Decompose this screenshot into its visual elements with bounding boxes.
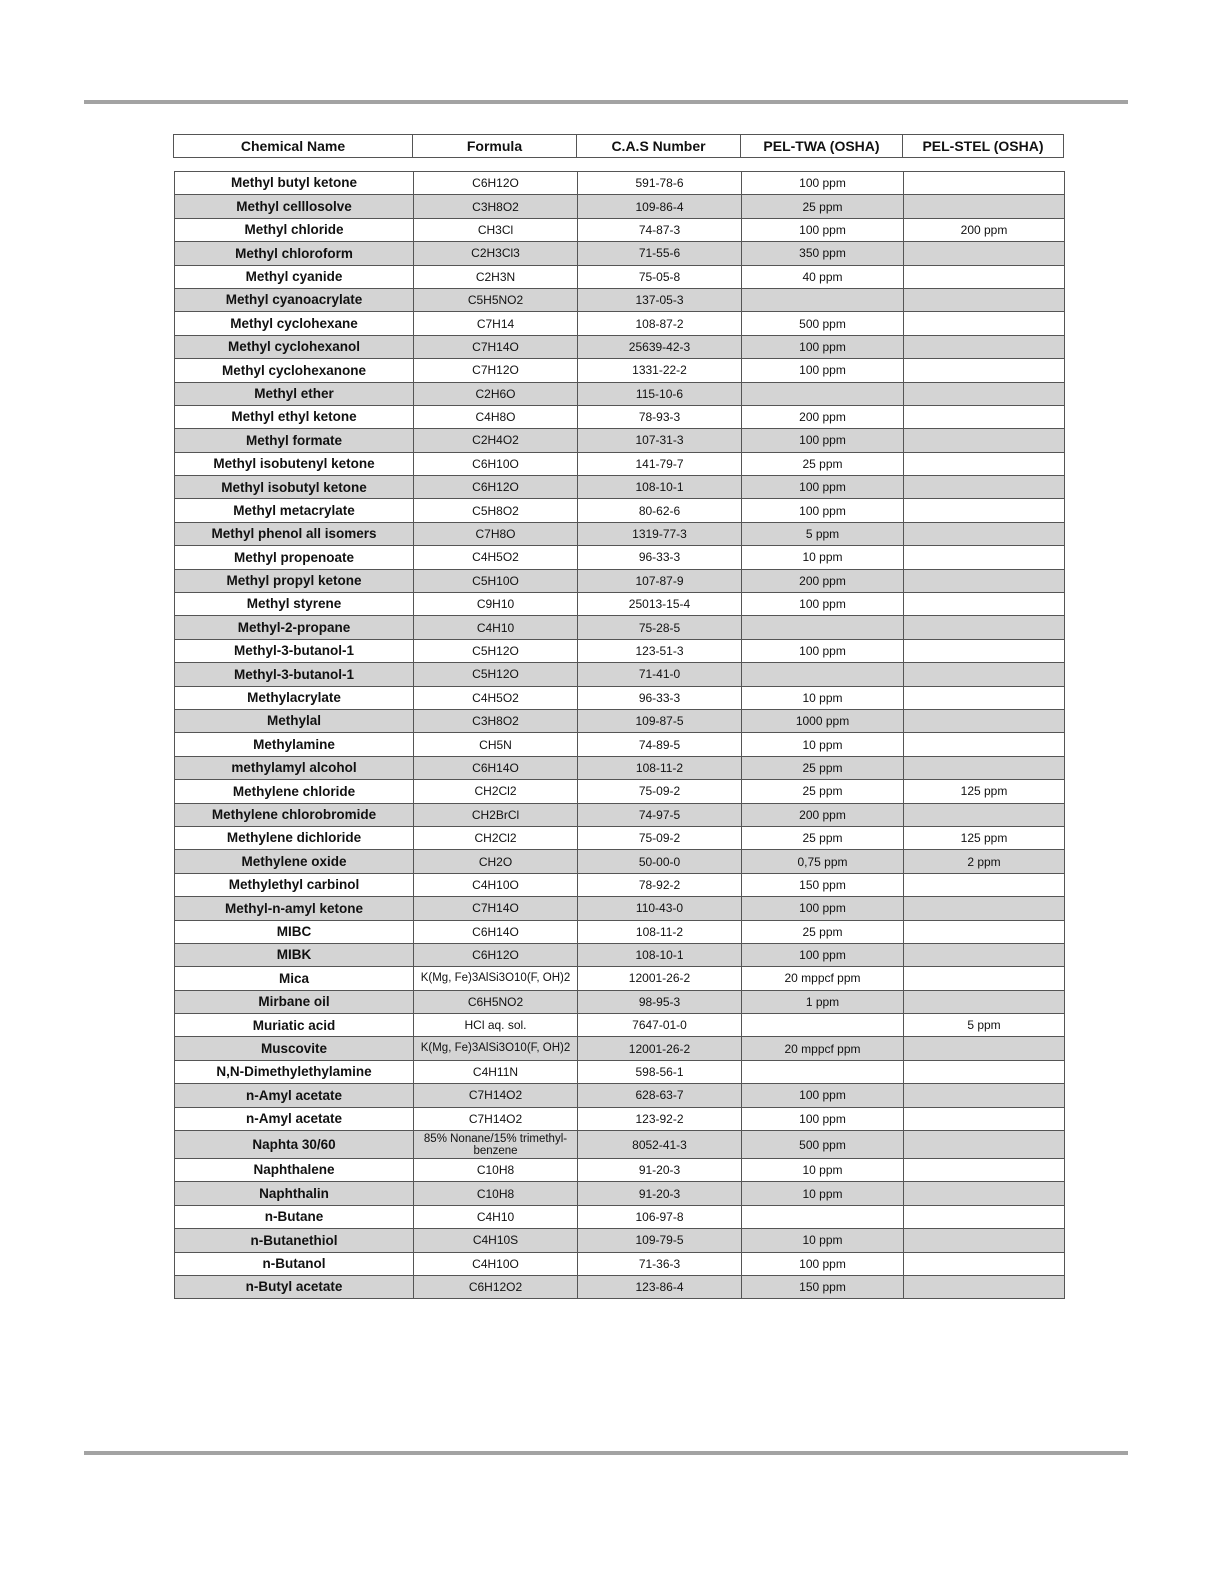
chemical-name-cell: Mirbane oil xyxy=(175,990,414,1013)
table-row xyxy=(175,1084,1065,1107)
pel-stel-cell xyxy=(904,522,1065,545)
formula-cell: C4H11N xyxy=(414,1060,578,1083)
bottom-rule xyxy=(84,1451,1128,1455)
formula-cell: C3H8O2 xyxy=(414,195,578,218)
table-row xyxy=(175,405,1065,428)
pel-stel-cell xyxy=(904,1131,1065,1159)
chemical-name-cell: Methylene chloride xyxy=(175,780,414,803)
pel-stel-cell xyxy=(904,1037,1065,1060)
cas-number-cell: 12001-26-2 xyxy=(578,967,742,990)
table-row xyxy=(175,1014,1065,1037)
formula-cell: CH2Cl2 xyxy=(414,826,578,849)
pel-twa-cell xyxy=(742,1060,904,1083)
formula-cell: C2H6O xyxy=(414,382,578,405)
formula-cell: C6H14O xyxy=(414,920,578,943)
pel-stel-cell xyxy=(904,920,1065,943)
pel-stel-cell xyxy=(904,359,1065,382)
chemical-name-cell: Methyl formate xyxy=(175,429,414,452)
chemical-name-cell: Methyl propyl ketone xyxy=(175,569,414,592)
formula-cell: C6H10O xyxy=(414,452,578,475)
cas-number-cell: 108-10-1 xyxy=(578,476,742,499)
pel-twa-cell: 10 ppm xyxy=(742,733,904,756)
formula-cell: C9H10 xyxy=(414,593,578,616)
cas-number-cell: 107-31-3 xyxy=(578,429,742,452)
pel-stel-cell xyxy=(904,663,1065,686)
pel-twa-cell: 100 ppm xyxy=(742,897,904,920)
cas-number-cell: 74-97-5 xyxy=(578,803,742,826)
table-header xyxy=(173,134,1064,158)
cas-number-cell: 1319-77-3 xyxy=(578,522,742,545)
formula-cell: C7H12O xyxy=(414,359,578,382)
pel-twa-cell: 100 ppm xyxy=(742,335,904,358)
pel-twa-cell: 25 ppm xyxy=(742,826,904,849)
pel-twa-cell: 100 ppm xyxy=(742,1252,904,1275)
pel-twa-cell: 1 ppm xyxy=(742,990,904,1013)
cas-number-cell: 628-63-7 xyxy=(578,1084,742,1107)
table-row xyxy=(175,920,1065,943)
pel-stel-cell xyxy=(904,476,1065,499)
pel-twa-cell: 100 ppm xyxy=(742,476,904,499)
pel-twa-cell: 500 ppm xyxy=(742,312,904,335)
formula-cell: C4H10O xyxy=(414,1252,578,1275)
chemical-name-cell: Methyl cyanoacrylate xyxy=(175,288,414,311)
formula-cell: CH5N xyxy=(414,733,578,756)
table-row xyxy=(175,1229,1065,1252)
table-row xyxy=(175,663,1065,686)
header-pel-stel: PEL-STEL (OSHA) xyxy=(903,135,1064,158)
cas-number-cell: 75-09-2 xyxy=(578,780,742,803)
table-row xyxy=(175,826,1065,849)
pel-twa-cell: 200 ppm xyxy=(742,803,904,826)
pel-twa-cell: 25 ppm xyxy=(742,452,904,475)
cas-number-cell: 91-20-3 xyxy=(578,1159,742,1182)
pel-stel-cell xyxy=(904,897,1065,920)
cas-number-cell: 74-87-3 xyxy=(578,218,742,241)
chemical-name-cell: N,N-Dimethylethylamine xyxy=(175,1060,414,1083)
formula-cell: C6H12O xyxy=(414,172,578,195)
formula-cell: C6H12O xyxy=(414,476,578,499)
cas-number-cell: 108-87-2 xyxy=(578,312,742,335)
chemical-name-cell: Methyl-3-butanol-1 xyxy=(175,663,414,686)
pel-twa-cell: 20 mppcf ppm xyxy=(742,1037,904,1060)
chemical-name-cell: n-Butanol xyxy=(175,1252,414,1275)
cas-number-cell: 75-09-2 xyxy=(578,826,742,849)
pel-stel-cell xyxy=(904,1275,1065,1298)
table-row xyxy=(175,756,1065,779)
cas-number-cell: 71-41-0 xyxy=(578,663,742,686)
formula-cell: C6H12O xyxy=(414,943,578,966)
pel-stel-cell xyxy=(904,733,1065,756)
cas-number-cell: 591-78-6 xyxy=(578,172,742,195)
formula-cell: CH2Cl2 xyxy=(414,780,578,803)
table-row xyxy=(175,452,1065,475)
cas-number-cell: 8052-41-3 xyxy=(578,1131,742,1159)
chemical-name-cell: Naphta 30/60 xyxy=(175,1131,414,1159)
table-row xyxy=(175,1037,1065,1060)
cas-number-cell: 91-20-3 xyxy=(578,1182,742,1205)
formula-cell: C7H8O xyxy=(414,522,578,545)
cas-number-cell: 108-10-1 xyxy=(578,943,742,966)
chemical-name-cell: Methyl ether xyxy=(175,382,414,405)
pel-twa-cell: 100 ppm xyxy=(742,218,904,241)
formula-cell: C5H10O xyxy=(414,569,578,592)
pel-twa-cell: 500 ppm xyxy=(742,1131,904,1159)
formula-cell: C10H8 xyxy=(414,1159,578,1182)
pel-stel-cell xyxy=(904,1107,1065,1130)
table-row xyxy=(175,265,1065,288)
table-row xyxy=(175,1182,1065,1205)
formula-cell: CH2O xyxy=(414,850,578,873)
chemical-name-cell: methylamyl alcohol xyxy=(175,756,414,779)
table-row xyxy=(175,288,1065,311)
chemical-name-cell: Methylethyl carbinol xyxy=(175,873,414,896)
chemical-name-cell: Methyl metacrylate xyxy=(175,499,414,522)
pel-twa-cell: 100 ppm xyxy=(742,593,904,616)
formula-cell: C7H14O2 xyxy=(414,1084,578,1107)
formula-cell: C6H14O xyxy=(414,756,578,779)
chemical-name-cell: Methyl cyclohexanone xyxy=(175,359,414,382)
pel-stel-cell xyxy=(904,639,1065,662)
chemical-name-cell: Methyl-n-amyl ketone xyxy=(175,897,414,920)
cas-number-cell: 109-79-5 xyxy=(578,1229,742,1252)
header-chemical-name: Chemical Name xyxy=(174,135,413,158)
pel-twa-cell: 200 ppm xyxy=(742,405,904,428)
formula-cell: C7H14O2 xyxy=(414,1107,578,1130)
pel-twa-cell: 350 ppm xyxy=(742,242,904,265)
cas-number-cell: 80-62-6 xyxy=(578,499,742,522)
pel-stel-cell: 125 ppm xyxy=(904,826,1065,849)
header-pel-twa: PEL-TWA (OSHA) xyxy=(741,135,903,158)
pel-stel-cell: 2 ppm xyxy=(904,850,1065,873)
pel-stel-cell xyxy=(904,195,1065,218)
chemical-name-cell: Methyl propenoate xyxy=(175,546,414,569)
table-row xyxy=(175,709,1065,732)
pel-stel-cell xyxy=(904,756,1065,779)
formula-cell: C5H5NO2 xyxy=(414,288,578,311)
formula-cell: C6H5NO2 xyxy=(414,990,578,1013)
formula-cell: C7H14 xyxy=(414,312,578,335)
formula-cell: C5H12O xyxy=(414,663,578,686)
table-row xyxy=(175,522,1065,545)
pel-twa-cell: 20 mppcf ppm xyxy=(742,967,904,990)
table-row xyxy=(175,780,1065,803)
table-row xyxy=(175,546,1065,569)
cas-number-cell: 98-95-3 xyxy=(578,990,742,1013)
formula-cell: C10H8 xyxy=(414,1182,578,1205)
pel-twa-cell: 5 ppm xyxy=(742,522,904,545)
chemical-name-cell: Methyl isobutyl ketone xyxy=(175,476,414,499)
chemical-name-cell: Methylene dichloride xyxy=(175,826,414,849)
cas-number-cell: 96-33-3 xyxy=(578,686,742,709)
formula-cell: C4H10 xyxy=(414,1205,578,1228)
table-row xyxy=(175,873,1065,896)
pel-twa-cell xyxy=(742,1205,904,1228)
pel-stel-cell xyxy=(904,499,1065,522)
chemical-name-cell: Methylamine xyxy=(175,733,414,756)
cas-number-cell: 75-28-5 xyxy=(578,616,742,639)
table-row xyxy=(175,1107,1065,1130)
cas-number-cell: 74-89-5 xyxy=(578,733,742,756)
pel-stel-cell xyxy=(904,335,1065,358)
cas-number-cell: 1331-22-2 xyxy=(578,359,742,382)
table-row xyxy=(175,686,1065,709)
pel-stel-cell: 5 ppm xyxy=(904,1014,1065,1037)
cas-number-cell: 115-10-6 xyxy=(578,382,742,405)
table-row xyxy=(175,359,1065,382)
table-row xyxy=(175,639,1065,662)
pel-twa-cell: 150 ppm xyxy=(742,1275,904,1298)
pel-twa-cell xyxy=(742,616,904,639)
chemical-name-cell: Methyl cyanide xyxy=(175,265,414,288)
chemical-name-cell: Methyl isobutenyl ketone xyxy=(175,452,414,475)
header-row xyxy=(174,135,1064,158)
table-row xyxy=(175,499,1065,522)
pel-stel-cell xyxy=(904,1252,1065,1275)
table-row xyxy=(175,312,1065,335)
pel-twa-cell: 25 ppm xyxy=(742,920,904,943)
pel-stel-cell xyxy=(904,546,1065,569)
cas-number-cell: 71-36-3 xyxy=(578,1252,742,1275)
pel-twa-cell: 25 ppm xyxy=(742,195,904,218)
pel-stel-cell xyxy=(904,709,1065,732)
pel-stel-cell xyxy=(904,288,1065,311)
cas-number-cell: 141-79-7 xyxy=(578,452,742,475)
chemical-name-cell: Methyl butyl ketone xyxy=(175,172,414,195)
pel-stel-cell: 200 ppm xyxy=(904,218,1065,241)
pel-twa-cell: 100 ppm xyxy=(742,359,904,382)
pel-twa-cell xyxy=(742,382,904,405)
pel-stel-cell xyxy=(904,616,1065,639)
pel-twa-cell: 40 ppm xyxy=(742,265,904,288)
formula-cell: C4H10S xyxy=(414,1229,578,1252)
cas-number-cell: 109-87-5 xyxy=(578,709,742,732)
cas-number-cell: 96-33-3 xyxy=(578,546,742,569)
cas-number-cell: 7647-01-0 xyxy=(578,1014,742,1037)
formula-cell: C6H12O2 xyxy=(414,1275,578,1298)
pel-twa-cell: 100 ppm xyxy=(742,499,904,522)
table-row xyxy=(175,943,1065,966)
chemical-table-body xyxy=(175,172,1065,1299)
cas-number-cell: 75-05-8 xyxy=(578,265,742,288)
pel-stel-cell xyxy=(904,990,1065,1013)
pel-twa-cell xyxy=(742,288,904,311)
cas-number-cell: 123-51-3 xyxy=(578,639,742,662)
pel-twa-cell: 10 ppm xyxy=(742,1159,904,1182)
cas-number-cell: 108-11-2 xyxy=(578,756,742,779)
table-row xyxy=(175,569,1065,592)
cas-number-cell: 71-55-6 xyxy=(578,242,742,265)
pel-stel-cell xyxy=(904,686,1065,709)
pel-twa-cell: 100 ppm xyxy=(742,429,904,452)
formula-cell: CH2BrCl xyxy=(414,803,578,826)
pel-stel-cell xyxy=(904,452,1065,475)
formula-cell: C3H8O2 xyxy=(414,709,578,732)
cas-number-cell: 598-56-1 xyxy=(578,1060,742,1083)
table-row xyxy=(175,195,1065,218)
pel-twa-cell: 10 ppm xyxy=(742,546,904,569)
chemical-name-cell: Naphthalin xyxy=(175,1182,414,1205)
chemical-name-cell: Methyl-3-butanol-1 xyxy=(175,639,414,662)
chemical-name-cell: Methylene oxide xyxy=(175,850,414,873)
pel-twa-cell: 100 ppm xyxy=(742,1107,904,1130)
table-row xyxy=(175,1205,1065,1228)
chemical-name-cell: Methyl cyclohexanol xyxy=(175,335,414,358)
formula-cell: C4H8O xyxy=(414,405,578,428)
cas-number-cell: 123-86-4 xyxy=(578,1275,742,1298)
cas-number-cell: 107-87-9 xyxy=(578,569,742,592)
table-row xyxy=(175,1275,1065,1298)
table-row xyxy=(175,967,1065,990)
chemical-name-cell: MIBC xyxy=(175,920,414,943)
pel-twa-cell: 25 ppm xyxy=(742,756,904,779)
pel-twa-cell xyxy=(742,1014,904,1037)
pel-twa-cell: 100 ppm xyxy=(742,1084,904,1107)
chemical-name-cell: Muscovite xyxy=(175,1037,414,1060)
chemical-name-cell: n-Amyl acetate xyxy=(175,1107,414,1130)
cas-number-cell: 78-93-3 xyxy=(578,405,742,428)
pel-twa-cell: 100 ppm xyxy=(742,943,904,966)
table-row xyxy=(175,1131,1065,1159)
chemical-name-cell: Mica xyxy=(175,967,414,990)
formula-cell: C5H8O2 xyxy=(414,499,578,522)
table-row xyxy=(175,990,1065,1013)
chemical-name-cell: Methyl cyclohexane xyxy=(175,312,414,335)
pel-stel-cell xyxy=(904,242,1065,265)
cas-number-cell: 12001-26-2 xyxy=(578,1037,742,1060)
table-row xyxy=(175,242,1065,265)
formula-cell: HCl aq. sol. xyxy=(414,1014,578,1037)
chemical-name-cell: n-Butyl acetate xyxy=(175,1275,414,1298)
pel-stel-cell xyxy=(904,405,1065,428)
pel-stel-cell xyxy=(904,569,1065,592)
chemical-name-cell: Methyl celllosolve xyxy=(175,195,414,218)
formula-cell: C4H10 xyxy=(414,616,578,639)
pel-stel-cell xyxy=(904,1060,1065,1083)
pel-stel-cell xyxy=(904,803,1065,826)
chemical-name-cell: Methyl styrene xyxy=(175,593,414,616)
chemical-name-cell: Methyl phenol all isomers xyxy=(175,522,414,545)
pel-stel-cell xyxy=(904,265,1065,288)
table-row xyxy=(175,850,1065,873)
pel-stel-cell xyxy=(904,1205,1065,1228)
pel-stel-cell xyxy=(904,1159,1065,1182)
pel-stel-cell xyxy=(904,873,1065,896)
chemical-name-cell: n-Butane xyxy=(175,1205,414,1228)
cas-number-cell: 25639-42-3 xyxy=(578,335,742,358)
pel-twa-cell: 200 ppm xyxy=(742,569,904,592)
pel-stel-cell xyxy=(904,382,1065,405)
table-row xyxy=(175,429,1065,452)
pel-twa-cell: 150 ppm xyxy=(742,873,904,896)
table-row xyxy=(175,616,1065,639)
cas-number-cell: 78-92-2 xyxy=(578,873,742,896)
table-row xyxy=(175,1159,1065,1182)
table-row xyxy=(175,1060,1065,1083)
chemical-name-cell: Methyl chloroform xyxy=(175,242,414,265)
pel-twa-cell: 1000 ppm xyxy=(742,709,904,732)
formula-cell: C4H5O2 xyxy=(414,546,578,569)
chemical-name-cell: Methylene chlorobromide xyxy=(175,803,414,826)
pel-twa-cell xyxy=(742,663,904,686)
top-rule xyxy=(84,100,1128,104)
header-cas-number: C.A.S Number xyxy=(577,135,741,158)
pel-stel-cell xyxy=(904,1084,1065,1107)
pel-stel-cell: 125 ppm xyxy=(904,780,1065,803)
cas-number-cell: 110-43-0 xyxy=(578,897,742,920)
pel-twa-cell: 100 ppm xyxy=(742,172,904,195)
formula-cell: C4H5O2 xyxy=(414,686,578,709)
pel-twa-cell: 10 ppm xyxy=(742,1182,904,1205)
cas-number-cell: 25013-15-4 xyxy=(578,593,742,616)
table-row xyxy=(175,335,1065,358)
table-row xyxy=(175,1252,1065,1275)
chemical-name-cell: Methylal xyxy=(175,709,414,732)
table-row xyxy=(175,593,1065,616)
chemical-table xyxy=(174,171,1065,1299)
chemical-name-cell: Methyl-2-propane xyxy=(175,616,414,639)
formula-cell: CH3Cl xyxy=(414,218,578,241)
cas-number-cell: 123-92-2 xyxy=(578,1107,742,1130)
formula-cell: C2H3N xyxy=(414,265,578,288)
formula-cell: C7H14O xyxy=(414,335,578,358)
pel-twa-cell: 100 ppm xyxy=(742,639,904,662)
header-formula: Formula xyxy=(413,135,577,158)
pel-stel-cell xyxy=(904,429,1065,452)
pel-stel-cell xyxy=(904,943,1065,966)
formula-cell: K(Mg, Fe)3AlSi3O10(F, OH)2 xyxy=(414,1037,578,1060)
table-row xyxy=(175,218,1065,241)
chemical-name-cell: Methyl chloride xyxy=(175,218,414,241)
table-row xyxy=(175,382,1065,405)
chemical-name-cell: Muriatic acid xyxy=(175,1014,414,1037)
formula-cell: C2H3Cl3 xyxy=(414,242,578,265)
table-row xyxy=(175,897,1065,920)
pel-stel-cell xyxy=(904,593,1065,616)
pel-twa-cell: 25 ppm xyxy=(742,780,904,803)
chemical-name-cell: MIBK xyxy=(175,943,414,966)
cas-number-cell: 109-86-4 xyxy=(578,195,742,218)
pel-stel-cell xyxy=(904,312,1065,335)
cas-number-cell: 106-97-8 xyxy=(578,1205,742,1228)
cas-number-cell: 137-05-3 xyxy=(578,288,742,311)
table-row xyxy=(175,172,1065,195)
table-row xyxy=(175,476,1065,499)
formula-cell: C2H4O2 xyxy=(414,429,578,452)
formula-cell: K(Mg, Fe)3AlSi3O10(F, OH)2 xyxy=(414,967,578,990)
cas-number-cell: 50-00-0 xyxy=(578,850,742,873)
pel-twa-cell: 0,75 ppm xyxy=(742,850,904,873)
formula-cell: C5H12O xyxy=(414,639,578,662)
chemical-name-cell: Naphthalene xyxy=(175,1159,414,1182)
chemical-name-cell: n-Butanethiol xyxy=(175,1229,414,1252)
formula-cell: C4H10O xyxy=(414,873,578,896)
pel-stel-cell xyxy=(904,1229,1065,1252)
chemical-name-cell: Methyl ethyl ketone xyxy=(175,405,414,428)
pel-stel-cell xyxy=(904,172,1065,195)
chemical-name-cell: n-Amyl acetate xyxy=(175,1084,414,1107)
table-row xyxy=(175,803,1065,826)
cas-number-cell: 108-11-2 xyxy=(578,920,742,943)
formula-cell: 85% Nonane/15% trimethyl-benzene xyxy=(414,1131,578,1159)
pel-twa-cell: 10 ppm xyxy=(742,1229,904,1252)
formula-cell: C7H14O xyxy=(414,897,578,920)
pel-twa-cell: 10 ppm xyxy=(742,686,904,709)
pel-stel-cell xyxy=(904,1182,1065,1205)
pel-stel-cell xyxy=(904,967,1065,990)
table-row xyxy=(175,733,1065,756)
chemical-name-cell: Methylacrylate xyxy=(175,686,414,709)
